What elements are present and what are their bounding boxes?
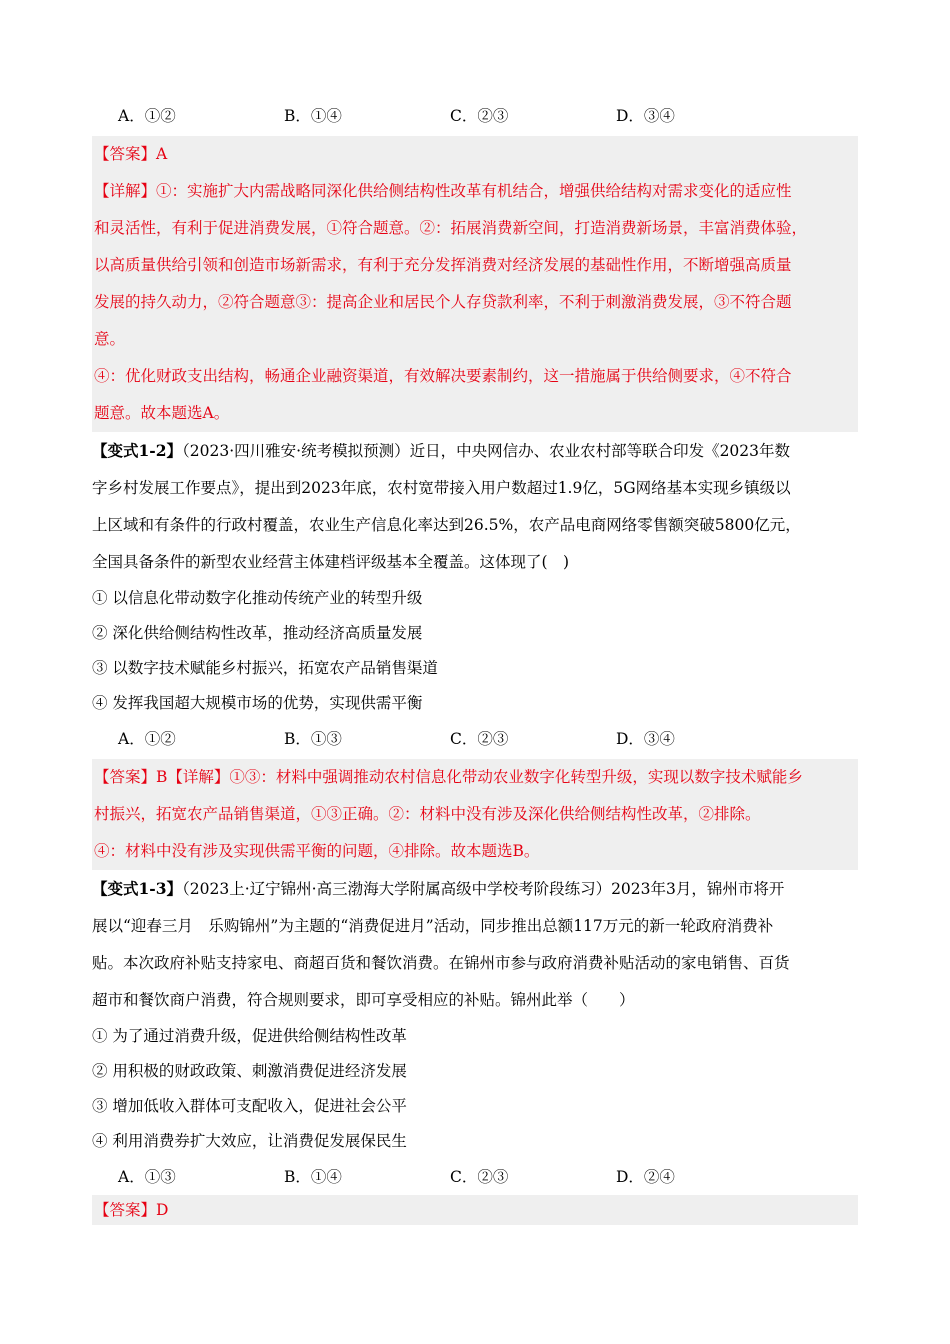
q2-stem-line: 字乡村发展工作要点》，提出到2023年底，农村宽带接入用户数超过1.9亿，5G网络基本实现乡镇级以 xyxy=(92,479,791,497)
option-c: C．②③ xyxy=(450,107,509,125)
q3-stem-line xyxy=(92,870,858,908)
q1-answer-box xyxy=(92,136,858,432)
q1-detail-line: 【详解】①：实施扩大内需战略同深化供给侧结构性改革有机结合，增强供给结构对需求变化的适应性 xyxy=(94,182,792,200)
q2-stem-line xyxy=(92,432,858,470)
option-d: D．②④ xyxy=(616,1168,675,1186)
q1-detail-line: 发展的持久动力，②符合题意③：提高企业和居民个人存贷款利率，不利于刺激消费发展，③不符合题 xyxy=(94,293,792,311)
q3-tag: 【变式1-3】 xyxy=(92,879,183,898)
q2-item: ③ 以数字技术赋能乡村振兴，拓宽农产品销售渠道 xyxy=(92,659,438,677)
option-d: D．③④ xyxy=(616,107,675,125)
q3-stem-line: 贴。本次政府补贴支持家电、商超百货和餐饮消费。在锦州市参与政府消费补贴活动的家电销售、百货 xyxy=(92,954,790,972)
q3-answer: 【答案】D xyxy=(94,1201,169,1219)
q2-tag: 【变式1-2】 xyxy=(92,441,183,460)
q1-detail-line: 和灵活性，有利于促进消费发展，①符合题意。②：拓展消费新空间，打造消费新场景，丰富消费体验， xyxy=(94,219,808,237)
option-b: B．①③ xyxy=(284,730,342,748)
option-c: C．②③ xyxy=(450,1168,509,1186)
q1-options xyxy=(92,98,858,132)
q1-answer: 【答案】A xyxy=(94,145,168,163)
q3-stem-line: 展以“迎春三月 乐购锦州”为主题的“消费促进月”活动，同步推出总额117万元的新一轮政府消费补 xyxy=(92,917,774,935)
q1-detail-line: 以高质量供给引领和创造市场新需求，有利于充分发挥消费对经济发展的基础性作用，不断增强高质量 xyxy=(94,256,792,274)
q3-item: ② 用积极的财政政策、刺激消费促进经济发展 xyxy=(92,1062,407,1080)
q3-options xyxy=(92,1159,858,1193)
document-page xyxy=(92,98,858,1225)
q3-item: ④ 利用消费券扩大效应，让消费促发展保民生 xyxy=(92,1132,407,1150)
q3-item: ③ 增加低收入群体可支配收入，促进社会公平 xyxy=(92,1097,407,1115)
option-a: A．①② xyxy=(118,730,176,748)
q2-item: ④ 发挥我国超大规模市场的优势，实现供需平衡 xyxy=(92,694,423,712)
q2-answer-line: 村振兴，拓宽农产品销售渠道，①③正确。②：材料中没有涉及深化供给侧结构性改革，②排除。 xyxy=(94,805,761,823)
q1-detail-line: 题意。故本题选A。 xyxy=(94,404,230,422)
option-b: B．①④ xyxy=(284,1168,342,1186)
question-1-2 xyxy=(92,432,858,755)
q2-stem-line: 全国具备条件的新型农业经营主体建档评级基本全覆盖。这体现了( ) xyxy=(92,553,570,571)
q2-answer-line: ④：材料中没有涉及实现供需平衡的问题，④排除。故本题选B。 xyxy=(94,842,540,860)
option-a: A．①③ xyxy=(118,1168,176,1186)
option-d: D．③④ xyxy=(616,730,675,748)
q2-answer-box xyxy=(92,759,858,870)
q2-answer-line: 【答案】B【详解】①③：材料中强调推动农村信息化带动农业数字化转型升级，实现以数字技术赋能乡 xyxy=(94,768,803,786)
option-b: B．①④ xyxy=(284,107,342,125)
q3-stem-line: 超市和餐饮商户消费，符合规则要求，即可享受相应的补贴。锦州此举（ ） xyxy=(92,991,635,1009)
question-1-3 xyxy=(92,870,858,1193)
q2-item: ① 以信息化带动数字化推动传统产业的转型升级 xyxy=(92,589,423,607)
q3-stem-text: （2023上·辽宁锦州·高三渤海大学附属高级中学校考阶段练习）2023年3月，锦州市将开 xyxy=(182,880,785,898)
option-a: A．①② xyxy=(118,107,176,125)
q1-detail-line: 意。 xyxy=(94,330,126,348)
q1-detail-line: ④：优化财政支出结构，畅通企业融资渠道，有效解决要素制约，这一措施属于供给侧要求，④不符合 xyxy=(94,367,792,385)
q2-item: ② 深化供给侧结构性改革，推动经济高质量发展 xyxy=(92,624,423,642)
q2-options xyxy=(92,721,858,755)
q2-stem-text: （2023·四川雅安·统考模拟预测）近日，中央网信办、农业农村部等联合印发《2023年数 xyxy=(182,442,791,460)
q2-stem-line: 上区域和有条件的行政村覆盖，农业生产信息化率达到26.5%，农产品电商网络零售额突破5800亿元， xyxy=(92,516,801,534)
q3-answer-box xyxy=(92,1195,858,1225)
option-c: C．②③ xyxy=(450,730,509,748)
q3-item: ① 为了通过消费升级，促进供给侧结构性改革 xyxy=(92,1027,407,1045)
